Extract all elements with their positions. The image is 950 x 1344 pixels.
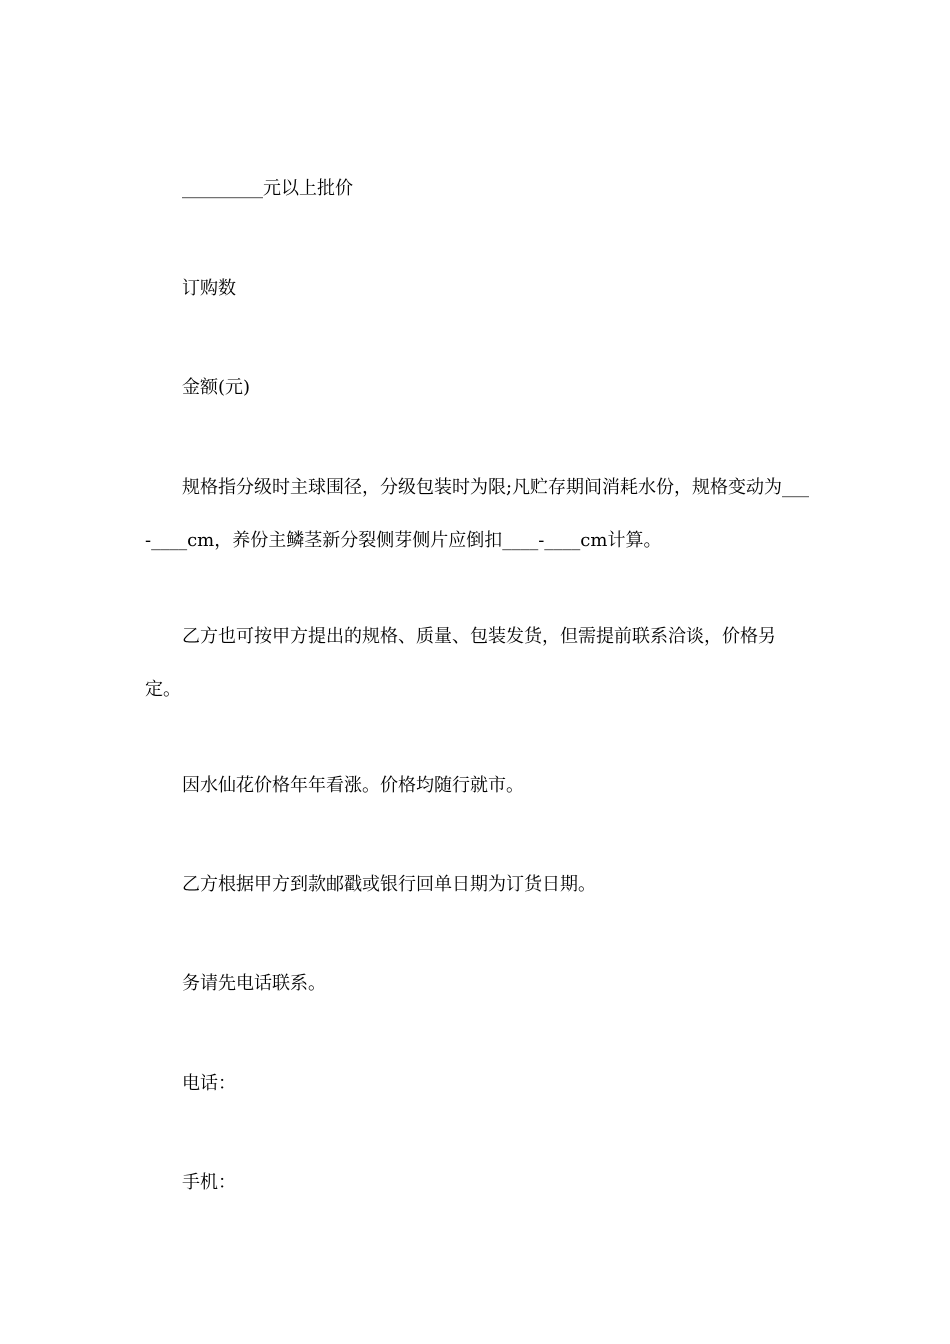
contact-note-paragraph: 务请先电话联系。	[182, 973, 326, 994]
order-date-paragraph: 乙方根据甲方到款邮戳或银行回单日期为订货日期。	[182, 874, 596, 895]
order-quantity-label: 订购数	[182, 278, 236, 299]
amount-label: 金额(元)	[182, 377, 251, 398]
specification-paragraph: 规格指分级时主球围径，分级包装时为限;凡贮存期间消耗水份，规格变动为___-____cm，养份主鳞茎新分裂侧芽侧片应倒扣____-____cm计算。	[145, 477, 810, 551]
custom-order-paragraph: 乙方也可按甲方提出的规格、质量、包装发货，但需提前联系洽谈，价格另定。	[145, 626, 776, 700]
price-note-paragraph: 因水仙花价格年年看涨。价格均随行就市。	[182, 775, 524, 796]
mobile-label: 手机：	[182, 1172, 236, 1193]
wholesale-price-line: _________元以上批价	[182, 178, 353, 199]
phone-label: 电话：	[182, 1073, 236, 1094]
